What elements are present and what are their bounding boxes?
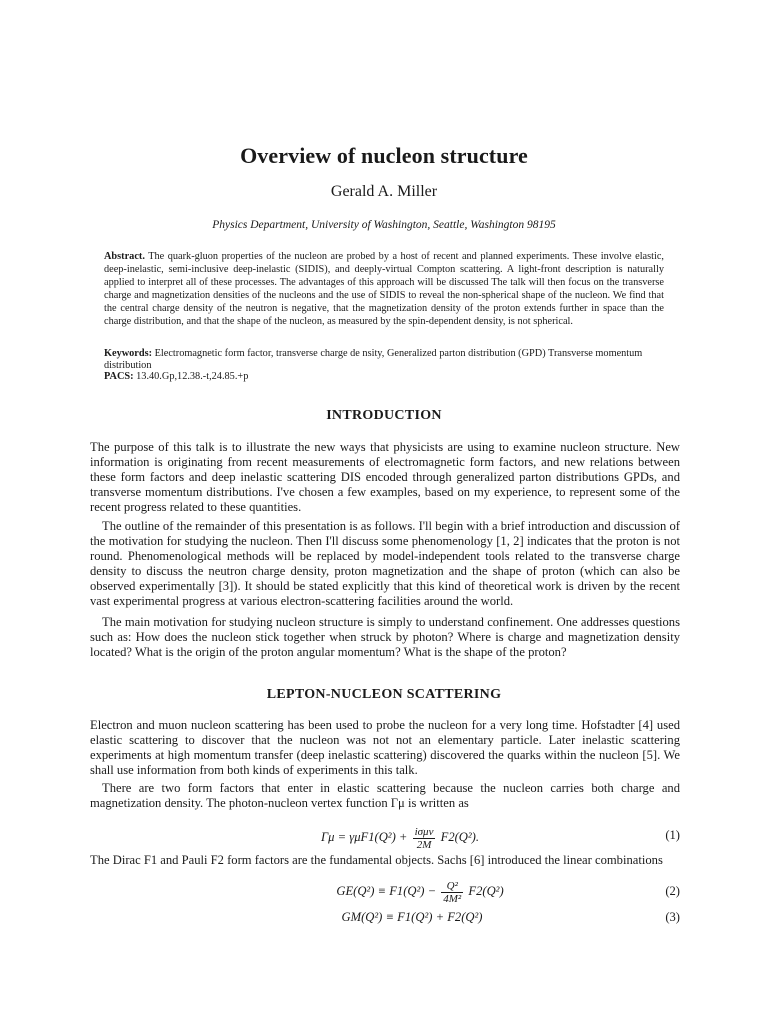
author-affiliation: Physics Department, University of Washington, Seattle, Washington 98195: [212, 219, 556, 231]
abstract: [104, 250, 664, 329]
section-heading-lepton-nucleon: LEPTON-NUCLEON SCATTERING: [266, 687, 502, 702]
equation-1-denominator: 2M: [416, 838, 432, 851]
equation-2-numerator: Q²: [441, 880, 463, 893]
equation-1-fraction: [413, 826, 436, 851]
equation-3-body: GM(Q²) ≡ F1(Q²) + F2(Q²): [341, 910, 483, 924]
equation-1: [90, 820, 680, 854]
equation-2-denominator: 4M²: [443, 892, 462, 905]
equation-1-numerator: iσμν: [414, 825, 434, 838]
equation-3-number: (3): [665, 910, 680, 924]
intro-paragraph-1: The purpose of this talk is to illustrate the new ways that physicists are using to examine nucleon structure. New information is originating from recent measurements of electromagnetic form factors, and new relations between these form factors and deep inelastic scattering DIS encoded through generalized parton distributions GPDs, and transverse momentum distributions. I've chosen a few examples, based on my experience, to represent some of the recent progress related to these quantities.: [90, 440, 680, 515]
author-name: Gerald A. Miller: [330, 183, 438, 200]
equation-1-lhs: Γμ = γμF1(Q²) +: [320, 830, 408, 844]
equation-2: [90, 874, 680, 908]
equation-1-number: (1): [665, 828, 680, 842]
keywords: [104, 348, 664, 371]
equation-2-lhs: GE(Q²) ≡ F1(Q²) −: [336, 884, 437, 898]
lepton-paragraph-1: Electron and muon nucleon scattering has been used to probe the nucleon for a very long time. Hofstadter [4] used elastic scattering to discover that the nucleon was not not an elementary particle. Later inelastic scattering experiments at high momentum transfer (deep inelastic scattering) discovered the quarks within the nucleon [5]. We shall use information from both kinds of experiments in this talk.: [90, 718, 680, 778]
abstract-label: Abstract.: [104, 251, 145, 262]
section-heading-introduction: INTRODUCTION: [326, 408, 442, 423]
equation-2-fraction: [441, 880, 463, 905]
equation-3: [90, 910, 680, 928]
lepton-paragraph-2: There are two form factors that enter in elastic scattering because the nucleon carries both charge and magnetization density. The photon-nucleon vertex function Γμ is written as: [90, 781, 680, 811]
keywords-text: Electromagnetic form factor, transverse charge de nsity, Generalized parton distribution (GPD) Transverse momentum distribution: [104, 348, 643, 371]
pacs-text: 13.40.Gp,12.38.-t,24.85.+p: [136, 371, 249, 382]
keywords-label: Keywords:: [104, 348, 153, 359]
pacs-label: PACS:: [104, 371, 134, 382]
equation-2-rhs: F2(Q²): [468, 884, 504, 898]
paper-title: Overview of nucleon structure: [240, 143, 528, 168]
intro-paragraph-2: The outline of the remainder of this presentation is as follows. I'll begin with a brief introduction and discussion of the motivation for studying the nucleon. Then I'll discuss some phenomenology [1, 2] indicates that the proton is not round. Phenomenological methods will be replaced by model-independent tools related to the transverse charge density to discuss the neutron charge density, proton magnetization and the shape of proton (which can also be observed experimentally [3]). It should be stated explicitly that this kind of theoretical work is driven by the recent vast experimental progress at various electron-scattering facilities around the world.: [90, 519, 680, 609]
intro-paragraph-3: The main motivation for studying nucleon structure is simply to understand confinement. One addresses questions such as: How does the nucleon stick together when struck by photon? Where is charge and magnetization density located? What is the origin of the proton angular momentum? What is the shape of the proton?: [90, 615, 680, 660]
equation-1-rhs: F2(Q²).: [440, 830, 480, 844]
abstract-text: The quark-gluon properties of the nucleon are probed by a host of recent and planned experiments. These involve elastic, deep-inelastic, semi-inclusive deep-inelastic (SIDIS), and deeply-virtual Compton scattering. A light-front description is naturally applied to interpret all of these processes. The advantages of this approach will be discussed The talk will then focus on the transverse charge and magnetization densities of the nucleons and the use of SIDIS to reveal the non-spherical shape of the nucleon. We find that the central charge density of the neutron is negative, that the magnetization density of the proton extends further in space than the charge distribution, and that the shape of the nucleon, as measured by the spin-dependent density, is not spherical.: [104, 251, 664, 328]
equation-1-body: [270, 820, 530, 854]
pacs: [104, 371, 664, 382]
lepton-paragraph-3: The Dirac F1 and Pauli F2 form factors are the fundamental objects. Sachs [6] introduced the linear combinations: [90, 853, 663, 867]
equation-2-number: (2): [665, 884, 680, 898]
equation-2-body: [300, 874, 540, 908]
